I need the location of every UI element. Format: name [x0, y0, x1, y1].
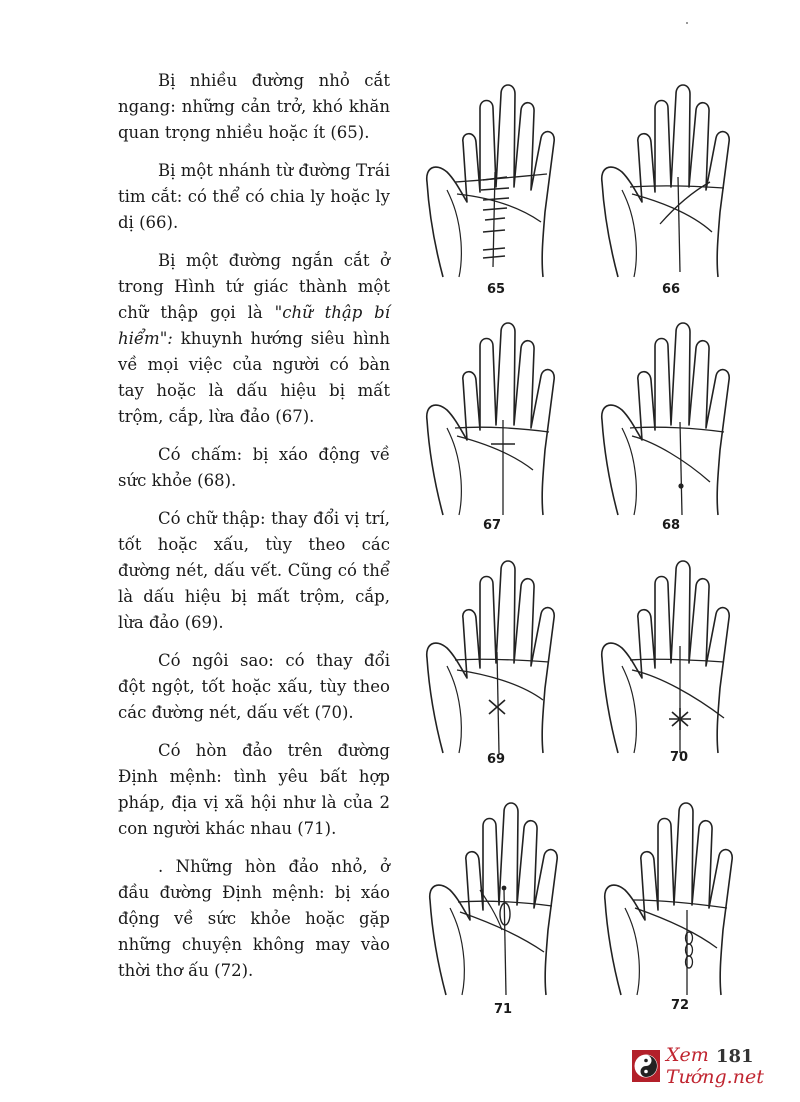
hand-illustration: [600, 548, 740, 758]
paragraph-67-pre: Bị một đường ngắn cắt ở trong Hình tứ giác thành một chữ thập gọi là: [118, 251, 390, 322]
paragraph-68: Có chấm: bị xáo động về sức khỏe (68).: [118, 445, 390, 490]
body-text: [118, 68, 390, 996]
hand-illustration: [600, 72, 740, 282]
figure-68: [600, 310, 780, 540]
figure-65: [425, 72, 605, 302]
paragraph-71: Có hòn đảo trên đường Định mệnh: tình yêu bất hợp pháp, địa vị xã hội như là của 2 con người khác nhau (71).: [118, 741, 390, 838]
figure-number: 68: [662, 518, 681, 533]
paragraph-72: . Những hòn đảo nhỏ, ở đầu đường Định mệnh: bị xáo động về sức khỏe hoặc gặp những chuyện không may vào thời thơ ấu (72).: [118, 857, 390, 980]
figure-number: 70: [670, 750, 689, 765]
figure-number: 67: [483, 518, 502, 533]
figure-number: 65: [487, 282, 506, 297]
hand-illustration: [425, 310, 565, 520]
watermark-text: Xem Tướng.net: [665, 1044, 764, 1088]
paragraph-66: Bị một nhánh từ đường Trái tim cắt: có thể có chia ly hoặc ly dị (66).: [118, 161, 390, 232]
page-number: 181: [716, 1046, 754, 1067]
scan-speck: [686, 22, 688, 24]
yin-yang-icon: [632, 1050, 660, 1082]
paragraph-67-post: khuynh hướng siêu hình về mọi việc của người có bàn tay hoặc là dấu hiệu bị mất trộm, cắp, lừa đảo (67).: [118, 329, 390, 426]
figure-number: 69: [487, 752, 506, 767]
hand-illustration: [425, 548, 565, 758]
figure-70: [600, 548, 780, 778]
hand-illustration: [428, 790, 568, 1000]
paragraph-67-italic: "chữ thập bí hiểm":: [118, 303, 390, 348]
hand-illustration: [425, 72, 565, 282]
watermark: [632, 1044, 794, 1088]
hand-illustration: [603, 790, 743, 1000]
figure-number: 72: [671, 998, 690, 1013]
figure-number: 71: [494, 1002, 513, 1017]
figure-71: [428, 790, 608, 1020]
paragraph-65: Bị nhiều đường nhỏ cắt ngang: những cản trở, khó khăn quan trọng nhiều hoặc ít (65).: [118, 71, 390, 142]
hand-illustration: [600, 310, 740, 520]
figure-67: [425, 310, 605, 540]
paragraph-69: Có chữ thập: thay đổi vị trí, tốt hoặc xấu, tùy theo các đường nét, dấu vết. Cũng có thể là dấu hiệu bị mất trộm, cắp, lừa đảo (69).: [118, 509, 390, 632]
paragraph-70: Có ngôi sao: có thay đổi đột ngột, tốt hoặc xấu, tùy theo các đường nét, dấu vết (70).: [118, 651, 390, 722]
figure-72: [603, 790, 783, 1020]
figure-66: [600, 72, 780, 302]
paragraph-67: [118, 248, 390, 430]
figure-number: 66: [662, 282, 681, 297]
figure-69: [425, 548, 605, 778]
